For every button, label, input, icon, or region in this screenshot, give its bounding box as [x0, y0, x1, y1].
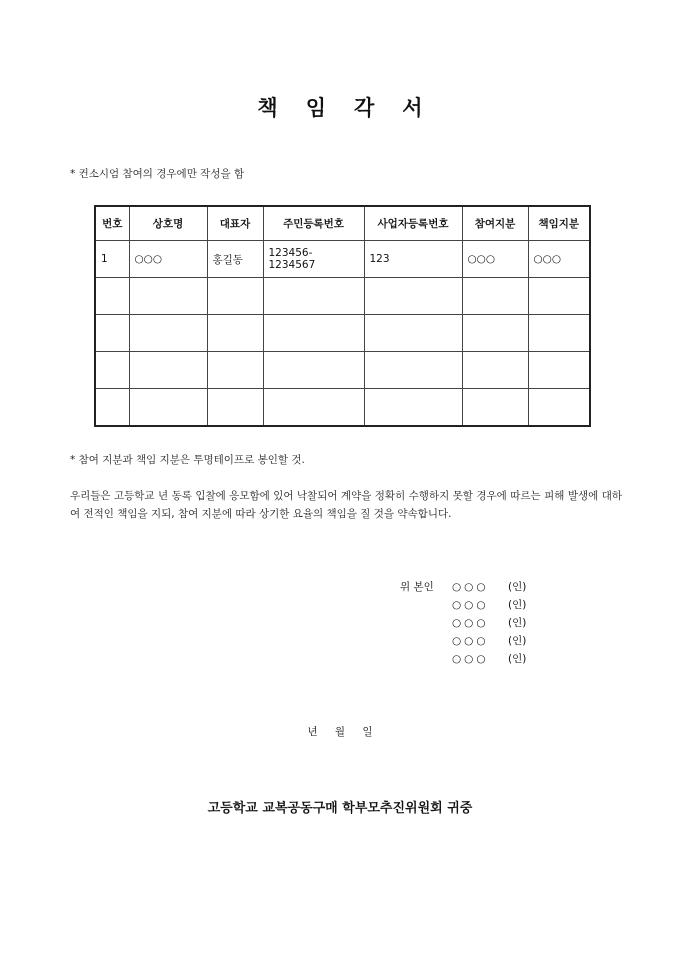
table-cell	[364, 315, 462, 352]
title-char: 각	[354, 96, 375, 120]
table-cell	[462, 315, 528, 352]
date-line: 년 월 일	[307, 726, 373, 738]
signatory-name: ○○○	[452, 617, 489, 629]
table-cell	[364, 389, 462, 427]
signatory-row	[400, 614, 526, 632]
table-row	[95, 278, 590, 315]
table-cell	[462, 278, 528, 315]
table-cell	[364, 352, 462, 389]
table-cell	[263, 389, 364, 427]
table-cell	[95, 352, 129, 389]
table-cell	[129, 278, 207, 315]
table-row	[95, 352, 590, 389]
header-cell: 상호명	[129, 206, 207, 241]
seal-mark: (인)	[508, 581, 527, 593]
header-cell: 번호	[95, 206, 129, 241]
signatory-name: ○○○	[452, 653, 489, 665]
table-cell	[364, 278, 462, 315]
table-cell	[129, 389, 207, 427]
table-cell	[528, 389, 590, 427]
table-cell	[528, 278, 590, 315]
table-cell	[207, 352, 263, 389]
table-cell	[95, 278, 129, 315]
signatory-name: ○○○	[452, 635, 489, 647]
pledge-paragraph: 우리들은 고등학교 년 동록 입찰에 응모함에 있어 낙찰되어 계약을 정확히 수행하지 못할 경우에 따르는 피해 발생에 대하여 전적인 책임을 지되, 참여 지분에 따라 상기한 요율의 책임을 질 것을 약속합니다.	[70, 490, 622, 520]
table-cell	[207, 389, 263, 427]
signatory-label: 위 본인	[400, 581, 434, 593]
table-cell: ○○○	[129, 241, 207, 278]
table-cell	[462, 389, 528, 427]
participant-table	[94, 205, 591, 427]
table-cell: ○○○	[462, 241, 528, 278]
signatory-name: ○○○	[452, 599, 489, 611]
document-title	[0, 92, 680, 122]
seal-mark: (인)	[508, 635, 527, 647]
table-cell	[95, 315, 129, 352]
signatory-name: ○○○	[452, 581, 489, 593]
header-cell: 대표자	[207, 206, 263, 241]
table-cell: 1	[95, 241, 129, 278]
table-cell	[263, 352, 364, 389]
table-header-row	[95, 206, 590, 241]
seal-mark: (인)	[508, 617, 527, 629]
title-char: 임	[305, 96, 326, 120]
table-cell	[462, 352, 528, 389]
note-seal: * 참여 지분과 책임 지분은 투명테이프로 봉인할 것.	[70, 454, 305, 466]
header-cell: 사업자등록번호	[364, 206, 462, 241]
signatory-row	[400, 632, 526, 650]
recipient-footer: 고등학교 교복공동구매 학부모추진위원회 귀중	[207, 801, 473, 816]
table-cell: 홍길동	[207, 241, 263, 278]
title-char: 서	[402, 96, 423, 120]
table-cell: 123	[364, 241, 462, 278]
signatory-row	[400, 596, 526, 614]
table-row	[95, 241, 590, 278]
table-cell	[129, 352, 207, 389]
signatory-row	[400, 650, 526, 668]
signatory-block	[400, 578, 526, 668]
seal-mark: (인)	[508, 653, 527, 665]
table-row	[95, 389, 590, 427]
table-cell	[263, 278, 364, 315]
table-cell	[207, 278, 263, 315]
table-cell	[207, 315, 263, 352]
header-cell: 참여지분	[462, 206, 528, 241]
table-cell: ○○○	[528, 241, 590, 278]
table-cell	[129, 315, 207, 352]
header-cell: 책임지분	[528, 206, 590, 241]
table-cell: 123456-1234567	[263, 241, 364, 278]
table-cell	[95, 389, 129, 427]
seal-mark: (인)	[508, 599, 527, 611]
table-cell	[528, 315, 590, 352]
title-char: 책	[257, 96, 278, 120]
header-cell: 주민등록번호	[263, 206, 364, 241]
table-cell	[263, 315, 364, 352]
note-consortium: * 컨소시엄 참여의 경우에만 작성을 함	[70, 168, 245, 180]
table-cell	[528, 352, 590, 389]
signatory-row	[400, 578, 526, 596]
table-row	[95, 315, 590, 352]
